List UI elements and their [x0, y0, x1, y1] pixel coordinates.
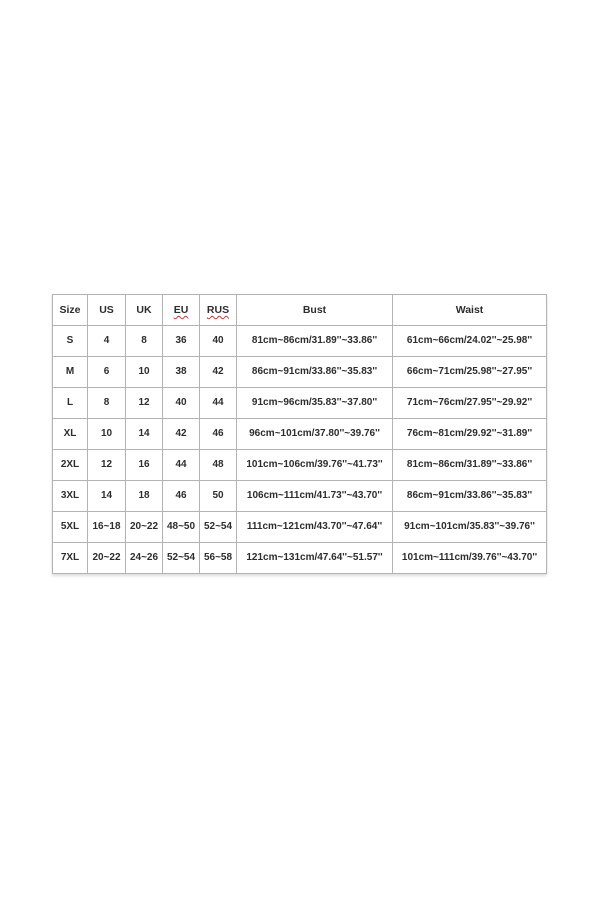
header-cell-us: US: [88, 295, 126, 326]
header-cell-waist: Waist: [393, 295, 547, 326]
cell-us: 14: [88, 481, 126, 512]
cell-us: 16~18: [88, 512, 126, 543]
cell-waist: 101cm~111cm/39.76''~43.70'': [393, 543, 547, 574]
cell-waist: 81cm~86cm/31.89''~33.86'': [393, 450, 547, 481]
cell-uk: 16: [126, 450, 163, 481]
cell-uk: 14: [126, 419, 163, 450]
cell-rus: 48: [200, 450, 237, 481]
cell-uk: 10: [126, 357, 163, 388]
cell-size: 3XL: [53, 481, 88, 512]
cell-bust: 111cm~121cm/43.70''~47.64'': [237, 512, 393, 543]
header-cell-size: Size: [53, 295, 88, 326]
cell-bust: 96cm~101cm/37.80''~39.76'': [237, 419, 393, 450]
header-cell-bust: Bust: [237, 295, 393, 326]
cell-rus: 40: [200, 326, 237, 357]
table-row-5xl: [53, 512, 547, 543]
cell-size: M: [53, 357, 88, 388]
cell-eu: 38: [163, 357, 200, 388]
header-cell-rus: RUS: [200, 295, 237, 326]
cell-us: 4: [88, 326, 126, 357]
table-row-l: [53, 388, 547, 419]
cell-eu: 40: [163, 388, 200, 419]
cell-eu: 36: [163, 326, 200, 357]
cell-size: XL: [53, 419, 88, 450]
table-row-m: [53, 357, 547, 388]
table-row-s: [53, 326, 547, 357]
header-cell-eu: EU: [163, 295, 200, 326]
size-chart-table: [52, 294, 547, 574]
cell-bust: 86cm~91cm/33.86''~35.83'': [237, 357, 393, 388]
cell-size: 2XL: [53, 450, 88, 481]
cell-us: 6: [88, 357, 126, 388]
cell-rus: 42: [200, 357, 237, 388]
cell-rus: 56~58: [200, 543, 237, 574]
cell-eu: 42: [163, 419, 200, 450]
cell-uk: 12: [126, 388, 163, 419]
cell-eu: 44: [163, 450, 200, 481]
cell-eu: 52~54: [163, 543, 200, 574]
cell-bust: 91cm~96cm/35.83''~37.80'': [237, 388, 393, 419]
cell-uk: 24~26: [126, 543, 163, 574]
cell-rus: 44: [200, 388, 237, 419]
cell-rus: 52~54: [200, 512, 237, 543]
table-row-7xl: [53, 543, 547, 574]
cell-waist: 86cm~91cm/33.86''~35.83'': [393, 481, 547, 512]
cell-us: 10: [88, 419, 126, 450]
cell-size: L: [53, 388, 88, 419]
cell-us: 8: [88, 388, 126, 419]
table-row-2xl: [53, 450, 547, 481]
cell-size: 5XL: [53, 512, 88, 543]
cell-bust: 106cm~111cm/41.73''~43.70'': [237, 481, 393, 512]
header-cell-uk: UK: [126, 295, 163, 326]
cell-bust: 121cm~131cm/47.64''~51.57'': [237, 543, 393, 574]
cell-eu: 48~50: [163, 512, 200, 543]
cell-waist: 91cm~101cm/35.83''~39.76'': [393, 512, 547, 543]
cell-rus: 50: [200, 481, 237, 512]
cell-rus: 46: [200, 419, 237, 450]
table-row-xl: [53, 419, 547, 450]
cell-us: 20~22: [88, 543, 126, 574]
cell-uk: 20~22: [126, 512, 163, 543]
cell-uk: 8: [126, 326, 163, 357]
cell-bust: 101cm~106cm/39.76''~41.73'': [237, 450, 393, 481]
cell-size: S: [53, 326, 88, 357]
cell-bust: 81cm~86cm/31.89''~33.86'': [237, 326, 393, 357]
cell-waist: 66cm~71cm/25.98''~27.95'': [393, 357, 547, 388]
cell-us: 12: [88, 450, 126, 481]
cell-uk: 18: [126, 481, 163, 512]
cell-size: 7XL: [53, 543, 88, 574]
cell-eu: 46: [163, 481, 200, 512]
cell-waist: 61cm~66cm/24.02''~25.98'': [393, 326, 547, 357]
table-header-row: [53, 295, 547, 326]
cell-waist: 71cm~76cm/27.95''~29.92'': [393, 388, 547, 419]
cell-waist: 76cm~81cm/29.92''~31.89'': [393, 419, 547, 450]
table-row-3xl: [53, 481, 547, 512]
